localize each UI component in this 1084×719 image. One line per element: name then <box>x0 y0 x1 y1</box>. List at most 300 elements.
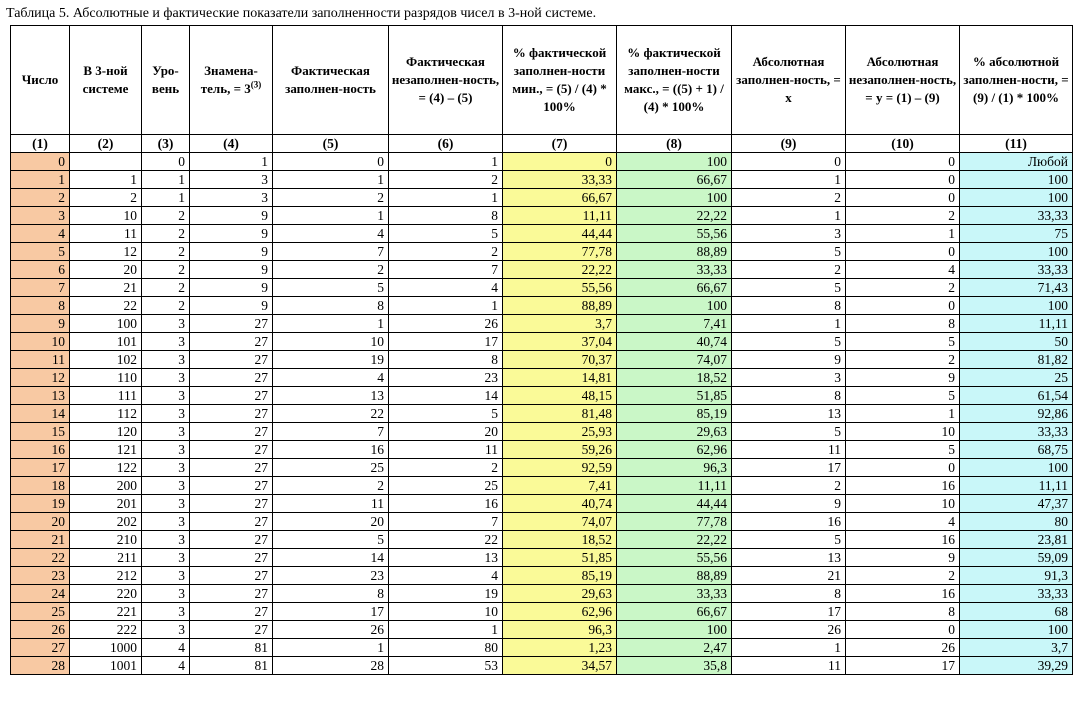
table-cell: 27 <box>190 621 273 639</box>
table-cell <box>70 153 142 171</box>
table-cell: 11,11 <box>617 477 732 495</box>
table-cell: 2 <box>846 207 960 225</box>
table-cell: 2 <box>142 225 190 243</box>
table-cell: 25 <box>11 603 70 621</box>
table-cell: 2 <box>273 189 389 207</box>
table-cell: 9 <box>11 315 70 333</box>
table-cell: 33,33 <box>617 585 732 603</box>
table-cell: 121 <box>70 441 142 459</box>
table-cell: 37,04 <box>503 333 617 351</box>
column-number: (7) <box>503 135 617 153</box>
table-cell: 2 <box>732 261 846 279</box>
table-cell: 91,3 <box>960 567 1073 585</box>
table-cell: 80 <box>389 639 503 657</box>
table-cell: 13 <box>389 549 503 567</box>
table-cell: 8 <box>732 297 846 315</box>
table-cell: 5 <box>846 441 960 459</box>
table-cell: 9 <box>190 243 273 261</box>
table-cell: 2 <box>70 189 142 207</box>
table-cell: 25,93 <box>503 423 617 441</box>
table-cell: 3 <box>142 585 190 603</box>
table-cell: 210 <box>70 531 142 549</box>
table-cell: 27 <box>190 441 273 459</box>
column-number: (6) <box>389 135 503 153</box>
table-cell: 1 <box>732 315 846 333</box>
table-cell: 29,63 <box>503 585 617 603</box>
table-row <box>11 243 1073 261</box>
table-cell: 221 <box>70 603 142 621</box>
table-cell: 3 <box>732 225 846 243</box>
table-cell: 27 <box>190 531 273 549</box>
table-cell: 27 <box>190 315 273 333</box>
table-cell: 23 <box>273 567 389 585</box>
table-cell: 1 <box>389 189 503 207</box>
column-number: (8) <box>617 135 732 153</box>
table-cell: 100 <box>960 171 1073 189</box>
table-cell: 201 <box>70 495 142 513</box>
table-cell: 4 <box>273 369 389 387</box>
col-header-pct-min: % фактической заполнен-ности мин., = (5) / (4) * 100% <box>503 26 617 135</box>
table-cell: 12 <box>11 369 70 387</box>
table-cell: 27 <box>11 639 70 657</box>
table-cell: 12 <box>70 243 142 261</box>
table-cell: 10 <box>846 423 960 441</box>
table-cell: 21 <box>11 531 70 549</box>
table-cell: 74,07 <box>617 351 732 369</box>
table-cell: 10 <box>70 207 142 225</box>
table-cell: 1 <box>142 171 190 189</box>
table-cell: 0 <box>846 153 960 171</box>
table-cell: 100 <box>617 189 732 207</box>
table-cell: 27 <box>190 387 273 405</box>
table-cell: 22 <box>389 531 503 549</box>
table-cell: 3 <box>142 567 190 585</box>
table-cell: 18,52 <box>617 369 732 387</box>
table-cell: 4 <box>273 225 389 243</box>
column-number: (9) <box>732 135 846 153</box>
table-caption: Таблица 5. Абсолютные и фактические показатели заполненности разрядов чисел в 3-ной системе. <box>6 6 597 21</box>
table-cell: 2,47 <box>617 639 732 657</box>
table-cell: 47,37 <box>960 495 1073 513</box>
table-cell: 8 <box>846 315 960 333</box>
table-cell: 3 <box>142 513 190 531</box>
table-cell: 3 <box>142 441 190 459</box>
table-cell: 33,33 <box>960 207 1073 225</box>
table-cell: 85,19 <box>617 405 732 423</box>
table-cell: 71,43 <box>960 279 1073 297</box>
table-cell: 7 <box>273 243 389 261</box>
table-cell: 3 <box>142 531 190 549</box>
table-cell: 80 <box>960 513 1073 531</box>
table-cell: 20 <box>70 261 142 279</box>
table-cell: 62,96 <box>617 441 732 459</box>
table-row <box>11 225 1073 243</box>
table-cell: 17 <box>389 333 503 351</box>
table-cell: 51,85 <box>617 387 732 405</box>
table-cell: 3 <box>142 477 190 495</box>
table-cell: 27 <box>190 477 273 495</box>
table-cell: 53 <box>389 657 503 675</box>
table-cell: 77,78 <box>503 243 617 261</box>
table-cell: 27 <box>190 513 273 531</box>
table-cell: 96,3 <box>617 459 732 477</box>
table-cell: 3 <box>142 351 190 369</box>
column-number-row <box>11 135 1073 153</box>
col-header-actual-unfill: Фактическая незаполнен-ность, = (4) – (5) <box>389 26 503 135</box>
table-cell: 0 <box>846 459 960 477</box>
table-cell: 16 <box>846 585 960 603</box>
col-header-abs-unfill: Абсолютная незаполнен-ность, = y = (1) – (9) <box>846 26 960 135</box>
table-cell: 3 <box>732 369 846 387</box>
table-cell: 88,89 <box>503 297 617 315</box>
table-row <box>11 585 1073 603</box>
col-header-denominator-sup: (3) <box>250 79 262 90</box>
table-row <box>11 297 1073 315</box>
table-cell: 4 <box>142 657 190 675</box>
table-cell: 44,44 <box>503 225 617 243</box>
table-cell: 7 <box>273 423 389 441</box>
table-row <box>11 513 1073 531</box>
table-cell: 11 <box>70 225 142 243</box>
table-cell: 100 <box>960 621 1073 639</box>
table-cell: 19 <box>11 495 70 513</box>
table-cell: 0 <box>846 243 960 261</box>
table-cell: 9 <box>190 261 273 279</box>
table-cell: 0 <box>846 171 960 189</box>
table-cell: 50 <box>960 333 1073 351</box>
table-cell: 27 <box>190 423 273 441</box>
table-cell: 4 <box>389 567 503 585</box>
table-cell: 17 <box>11 459 70 477</box>
table-cell: 2 <box>389 171 503 189</box>
table-cell: 66,67 <box>617 603 732 621</box>
table-cell: 4 <box>11 225 70 243</box>
table-cell: 5 <box>389 225 503 243</box>
table-cell: 1 <box>70 171 142 189</box>
table-cell: 81 <box>190 657 273 675</box>
table-cell: 16 <box>732 513 846 531</box>
table-cell: 2 <box>846 567 960 585</box>
table-row <box>11 171 1073 189</box>
table-cell: 16 <box>846 477 960 495</box>
table-cell: 1 <box>11 171 70 189</box>
table-cell: 9 <box>190 297 273 315</box>
table-cell: 55,56 <box>617 549 732 567</box>
table-cell: 26 <box>389 315 503 333</box>
table-cell: 70,37 <box>503 351 617 369</box>
table-row <box>11 153 1073 171</box>
table-cell: 0 <box>846 621 960 639</box>
table-cell: 0 <box>846 297 960 315</box>
table-cell: 3 <box>190 189 273 207</box>
table-cell: 1 <box>142 189 190 207</box>
table-row <box>11 603 1073 621</box>
table-cell: 13 <box>732 405 846 423</box>
table-cell: 92,59 <box>503 459 617 477</box>
table-row <box>11 567 1073 585</box>
table-row <box>11 549 1073 567</box>
table-cell: 3 <box>142 621 190 639</box>
table-row <box>11 333 1073 351</box>
table-cell: 0 <box>11 153 70 171</box>
column-number: (3) <box>142 135 190 153</box>
table-cell: 25 <box>960 369 1073 387</box>
table-cell: 1 <box>273 639 389 657</box>
table-cell: 100 <box>617 153 732 171</box>
table-cell: 5 <box>11 243 70 261</box>
table-cell: 2 <box>142 207 190 225</box>
table-cell: 18 <box>11 477 70 495</box>
column-number: (11) <box>960 135 1073 153</box>
header-row <box>11 26 1073 135</box>
table-cell: 5 <box>846 333 960 351</box>
table-cell: 1001 <box>70 657 142 675</box>
table-cell: 48,15 <box>503 387 617 405</box>
table-cell: 5 <box>846 387 960 405</box>
table-cell: 202 <box>70 513 142 531</box>
table-cell: 81 <box>190 639 273 657</box>
table-cell: 6 <box>11 261 70 279</box>
table-cell: 5 <box>732 279 846 297</box>
table-cell: 3 <box>142 603 190 621</box>
table-cell: 100 <box>960 297 1073 315</box>
table-cell: 5 <box>389 405 503 423</box>
table-cell: 1000 <box>70 639 142 657</box>
table-cell: 10 <box>389 603 503 621</box>
table-row <box>11 531 1073 549</box>
table-cell: 27 <box>190 369 273 387</box>
table-row <box>11 495 1073 513</box>
table-cell: 77,78 <box>617 513 732 531</box>
table-cell: 212 <box>70 567 142 585</box>
table-cell: 55,56 <box>617 225 732 243</box>
table-cell: 8 <box>846 603 960 621</box>
table-cell: 13 <box>273 387 389 405</box>
table-row <box>11 423 1073 441</box>
table-cell: 1 <box>389 297 503 315</box>
table-cell: 33,33 <box>960 423 1073 441</box>
table-cell: 11 <box>732 441 846 459</box>
table-cell: 16 <box>846 531 960 549</box>
table-cell: 24 <box>11 585 70 603</box>
table-cell: 220 <box>70 585 142 603</box>
table-cell: 17 <box>846 657 960 675</box>
column-number: (2) <box>70 135 142 153</box>
table-cell: 2 <box>846 351 960 369</box>
table-cell: 101 <box>70 333 142 351</box>
table-cell: 25 <box>389 477 503 495</box>
table-cell: 100 <box>960 189 1073 207</box>
table-cell: 1 <box>389 621 503 639</box>
table-cell: 75 <box>960 225 1073 243</box>
table-cell: 34,57 <box>503 657 617 675</box>
table-cell: 3,7 <box>960 639 1073 657</box>
table-cell: 27 <box>190 351 273 369</box>
table-cell: 27 <box>190 333 273 351</box>
table-cell: 8 <box>732 585 846 603</box>
table-cell: 1 <box>273 171 389 189</box>
table-cell: 35,8 <box>617 657 732 675</box>
table-cell: 100 <box>960 243 1073 261</box>
table-cell: 0 <box>846 189 960 207</box>
table-cell: 2 <box>142 279 190 297</box>
table-cell: 7,41 <box>617 315 732 333</box>
table-cell: 9 <box>190 279 273 297</box>
table-cell: 11,11 <box>960 477 1073 495</box>
table-cell: 1 <box>846 225 960 243</box>
table-cell: 22 <box>273 405 389 423</box>
table-row <box>11 477 1073 495</box>
table-cell: 40,74 <box>503 495 617 513</box>
table-cell: 27 <box>190 603 273 621</box>
table-cell: 3 <box>142 387 190 405</box>
col-header-pct-abs: % абсолютной заполнен-ности, = (9) / (1) * 100% <box>960 26 1073 135</box>
table-cell: 11 <box>732 657 846 675</box>
table-cell: 15 <box>11 423 70 441</box>
table-cell: 33,33 <box>960 261 1073 279</box>
table-cell: 14 <box>273 549 389 567</box>
table-cell: 88,89 <box>617 567 732 585</box>
table-cell: 1 <box>389 153 503 171</box>
table-cell: 8 <box>732 387 846 405</box>
table-cell: 112 <box>70 405 142 423</box>
table-row <box>11 387 1073 405</box>
table-cell: 3 <box>142 423 190 441</box>
table-cell: 3 <box>142 549 190 567</box>
table-cell: 20 <box>389 423 503 441</box>
table-cell: 27 <box>190 405 273 423</box>
table-cell: 1,23 <box>503 639 617 657</box>
table-cell: 2 <box>732 189 846 207</box>
table-cell: 88,89 <box>617 243 732 261</box>
table-cell: 33,33 <box>617 261 732 279</box>
table-cell: 27 <box>190 567 273 585</box>
table-cell: 11 <box>273 495 389 513</box>
table-cell: 11 <box>389 441 503 459</box>
table-cell: 13 <box>11 387 70 405</box>
table-cell: 9 <box>190 225 273 243</box>
table-cell: 3 <box>190 171 273 189</box>
table-cell: 27 <box>190 549 273 567</box>
table-cell: 51,85 <box>503 549 617 567</box>
table-cell: 111 <box>70 387 142 405</box>
table-cell: 22,22 <box>617 207 732 225</box>
table-row <box>11 261 1073 279</box>
table-cell: 23 <box>11 567 70 585</box>
table-cell: 9 <box>846 369 960 387</box>
table-cell: 17 <box>732 603 846 621</box>
table-cell: 40,74 <box>617 333 732 351</box>
table-cell: 20 <box>273 513 389 531</box>
table-cell: 120 <box>70 423 142 441</box>
table-cell: 5 <box>273 279 389 297</box>
table-cell: 96,3 <box>503 621 617 639</box>
table-cell: 68 <box>960 603 1073 621</box>
table-cell: 9 <box>190 207 273 225</box>
column-number: (1) <box>11 135 70 153</box>
col-header-ternary: В 3-ной системе <box>70 26 142 135</box>
table-cell: 11 <box>11 351 70 369</box>
table-cell: 2 <box>273 477 389 495</box>
table-cell: 20 <box>11 513 70 531</box>
table-cell: 21 <box>732 567 846 585</box>
table-cell: 0 <box>503 153 617 171</box>
table-cell: 1 <box>273 315 389 333</box>
table-cell: 122 <box>70 459 142 477</box>
table-cell: 1 <box>732 639 846 657</box>
table-cell: 92,86 <box>960 405 1073 423</box>
table-cell: 28 <box>11 657 70 675</box>
table-cell: 2 <box>389 459 503 477</box>
table-cell: 2 <box>273 261 389 279</box>
table-cell: 3 <box>11 207 70 225</box>
table-cell: 100 <box>617 297 732 315</box>
table-cell: 22 <box>11 549 70 567</box>
table-cell: 17 <box>732 459 846 477</box>
table-cell: 8 <box>273 297 389 315</box>
table-cell: 1 <box>273 207 389 225</box>
table-cell: 19 <box>389 585 503 603</box>
column-number: (5) <box>273 135 389 153</box>
table-cell: 3 <box>142 369 190 387</box>
table-cell: 5 <box>273 531 389 549</box>
table-cell: 14 <box>11 405 70 423</box>
table-cell: 102 <box>70 351 142 369</box>
table-cell: 33,33 <box>960 585 1073 603</box>
table-cell: 27 <box>190 459 273 477</box>
table-row <box>11 279 1073 297</box>
table-cell: 74,07 <box>503 513 617 531</box>
table-row <box>11 639 1073 657</box>
table-row <box>11 189 1073 207</box>
table-cell: 2 <box>732 477 846 495</box>
table-cell: 5 <box>732 423 846 441</box>
table-cell: 2 <box>142 243 190 261</box>
table-cell: 10 <box>273 333 389 351</box>
table-cell: 14,81 <box>503 369 617 387</box>
table-cell: 27 <box>190 585 273 603</box>
table-cell: 2 <box>11 189 70 207</box>
table-cell: 13 <box>732 549 846 567</box>
table-cell: 26 <box>273 621 389 639</box>
table-cell: 3,7 <box>503 315 617 333</box>
table-cell: 2 <box>846 279 960 297</box>
table-cell: 3 <box>142 495 190 513</box>
table-cell: 8 <box>273 585 389 603</box>
table-cell: 7 <box>389 513 503 531</box>
table-row <box>11 405 1073 423</box>
table-cell: 8 <box>389 351 503 369</box>
table-cell: 11,11 <box>503 207 617 225</box>
table-cell: 2 <box>142 297 190 315</box>
table-cell: 26 <box>846 639 960 657</box>
table-cell: 0 <box>273 153 389 171</box>
table-cell: 3 <box>142 333 190 351</box>
table-row <box>11 441 1073 459</box>
table-cell: 14 <box>389 387 503 405</box>
table-cell: 21 <box>70 279 142 297</box>
table-cell: Любой <box>960 153 1073 171</box>
table-cell: 1 <box>846 405 960 423</box>
table-cell: 8 <box>389 207 503 225</box>
table-row <box>11 621 1073 639</box>
table-cell: 66,67 <box>503 189 617 207</box>
table-body <box>11 153 1073 675</box>
table-cell: 66,67 <box>617 171 732 189</box>
col-header-denominator <box>190 26 273 135</box>
table-cell: 4 <box>846 261 960 279</box>
col-header-level: Уро-вень <box>142 26 190 135</box>
